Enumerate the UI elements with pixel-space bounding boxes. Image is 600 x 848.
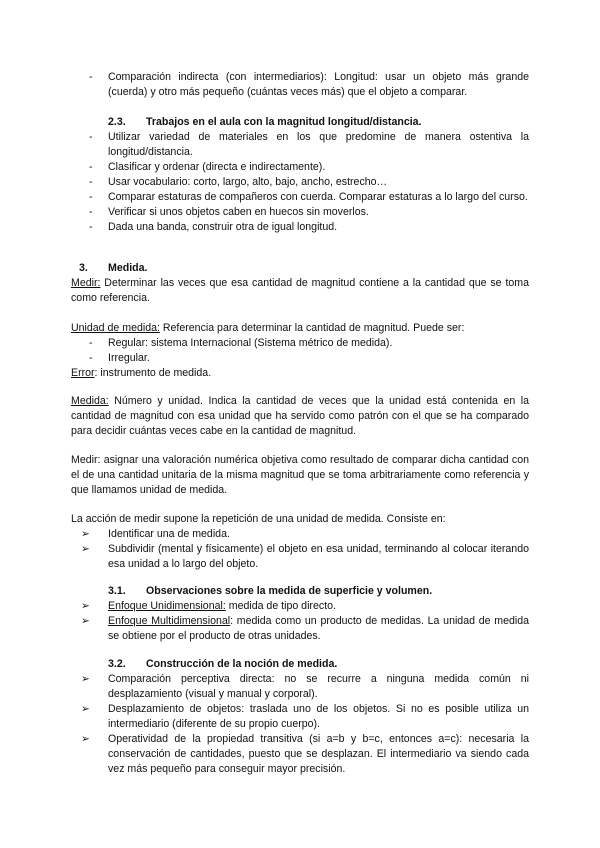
term-unidad: Unidad de medida: xyxy=(71,322,160,334)
list-item-text: Comparación indirecta (con intermediarios): Longitud: usar un objeto más grande (cuerda) y otro más pequeño (cuántas veces más) que el objeto a comparar. xyxy=(108,71,529,98)
list-item-text: Subdividir (mental y físicamente) el objeto en esa unidad, terminando al colocar iterando esa unidad a lo largo del objeto. xyxy=(108,543,529,570)
dash-bullet: - xyxy=(89,221,93,233)
arrow-bullet-icon: ➢ xyxy=(81,673,90,685)
section-heading xyxy=(71,657,529,672)
list-item-text: Operatividad de la propiedad transitiva (si a=b y b=c, entonces a=c): necesaria la conservación de cantidades, puesto que se desplazan. El intermediario va siendo cada vez más pequeño para conseguir mayor precisión. xyxy=(108,733,529,775)
comparison-item xyxy=(71,70,529,100)
list-item xyxy=(71,614,529,644)
section-3-2 xyxy=(71,657,529,777)
list-item-text: medida de tipo directo. xyxy=(225,600,336,612)
list-item xyxy=(71,527,529,542)
dash-bullet: - xyxy=(89,176,93,188)
list-item xyxy=(71,599,529,614)
list-item-text: : medida como un producto de medidas. La unidad de medida se obtiene por el producto de otras unidades. xyxy=(108,615,529,642)
definition-text: Referencia para determinar la cantidad de magnitud. Puede ser: xyxy=(159,322,465,334)
definition-text: Determinar las veces que esa cantidad de magnitud contiene a la cantidad que se toma como referencia. xyxy=(71,277,529,304)
medida-definition xyxy=(71,394,529,439)
list-item xyxy=(71,190,529,205)
section-heading xyxy=(71,584,529,599)
section-heading xyxy=(71,261,529,276)
list-item xyxy=(71,542,529,572)
list-item xyxy=(71,702,529,732)
list-item-text: Desplazamiento de objetos: traslada uno de los objetos. Si no es posible utiliza un intermediario (diferente de su propio cuerpo). xyxy=(108,703,529,730)
list-item xyxy=(71,336,529,351)
term-medir: Medir: xyxy=(71,277,101,289)
list-item xyxy=(71,70,529,100)
list-item-text: Dada una banda, construir otra de igual longitud. xyxy=(108,221,338,233)
term-medida: Medida: xyxy=(71,395,109,407)
list-item xyxy=(71,351,529,366)
definition-text: : instrumento de medida. xyxy=(94,367,212,379)
section-number: 3. xyxy=(79,262,88,274)
medir-paragraph: Medir: asignar una valoración numérica objetiva como resultado de comparar dicha cantidad con el de una cantidad unitaria de la misma magnitud que se toma arbitrariamente como referencia y que llamamos unidad de medida. xyxy=(71,454,529,496)
dash-bullet: - xyxy=(89,71,93,83)
section-3-heading-block xyxy=(71,261,529,306)
section-heading xyxy=(71,115,529,130)
term-unidimensional: Enfoque Unidimensional: xyxy=(108,600,226,612)
definition-text: Número y unidad. Indica la cantidad de veces que la unidad está contenida en la cantidad de magnitud con esa unidad que ha servido como patrón con el que se ha comparado para decidir cuántas veces cabe en la cantidad de magnitud. xyxy=(71,395,529,437)
arrow-bullet-icon: ➢ xyxy=(81,600,90,612)
list-item xyxy=(71,220,529,235)
list-item-text: Comparar estaturas de compañeros con cuerda. Comparar estaturas a lo largo del curso. xyxy=(108,191,528,203)
arrow-bullet-icon: ➢ xyxy=(81,543,90,555)
section-title: Construcción de la noción de medida. xyxy=(146,658,338,670)
section-title: Observaciones sobre la medida de superficie y volumen. xyxy=(146,585,433,597)
section-title: Trabajos en el aula con la magnitud longitud/distancia. xyxy=(146,116,422,128)
term-error: Error xyxy=(71,367,95,379)
section-number: 3.2. xyxy=(108,658,126,670)
arrow-bullet-icon: ➢ xyxy=(81,528,90,540)
unidad-definition xyxy=(71,321,529,336)
list-item xyxy=(71,175,529,190)
unidad-medida-block xyxy=(71,321,529,381)
dash-bullet: - xyxy=(89,352,93,364)
list-item xyxy=(71,205,529,220)
arrow-bullet-icon: ➢ xyxy=(81,703,90,715)
list-item xyxy=(71,160,529,175)
list-item-text: Irregular. xyxy=(108,352,150,364)
list-item-text: Comparación perceptiva directa: no se recurre a ninguna medida común ni desplazamiento (visual y manual y corporal). xyxy=(108,673,529,700)
list-item-text: Utilizar variedad de materiales en los que predomine de manera ostentiva la longitud/distancia. xyxy=(108,131,529,158)
term-multidimensional: Enfoque Multidimensional xyxy=(108,615,231,627)
error-definition xyxy=(71,366,529,381)
list-item-text: Clasificar y ordenar (directa e indirectamente). xyxy=(108,161,326,173)
accion-paragraph: La acción de medir supone la repetición de una unidad de medida. Consiste en: xyxy=(71,513,446,525)
list-item-text: Identificar una de medida. xyxy=(108,528,230,540)
list-item xyxy=(71,672,529,702)
dash-bullet: - xyxy=(89,337,93,349)
arrow-bullet-icon: ➢ xyxy=(81,733,90,745)
section-3-1 xyxy=(71,584,529,644)
section-2-3 xyxy=(71,115,529,235)
section-number: 2.3. xyxy=(108,116,126,128)
section-title: Medida. xyxy=(108,262,148,274)
list-item-text: Usar vocabulario: corto, largo, alto, bajo, ancho, estrecho… xyxy=(108,176,388,188)
arrow-bullet-icon: ➢ xyxy=(81,615,90,627)
dash-bullet: - xyxy=(89,161,93,173)
medir-definition xyxy=(71,276,529,306)
list-item xyxy=(71,130,529,160)
list-item xyxy=(71,732,529,777)
dash-bullet: - xyxy=(89,206,93,218)
list-item-text: Regular: sistema Internacional (Sistema métrico de medida). xyxy=(108,337,393,349)
dash-bullet: - xyxy=(89,191,93,203)
section-number: 3.1. xyxy=(108,585,126,597)
list-item-text: Verificar si unos objetos caben en huecos sin moverlos. xyxy=(108,206,369,218)
accion-block xyxy=(71,512,529,572)
dash-bullet: - xyxy=(89,131,93,143)
